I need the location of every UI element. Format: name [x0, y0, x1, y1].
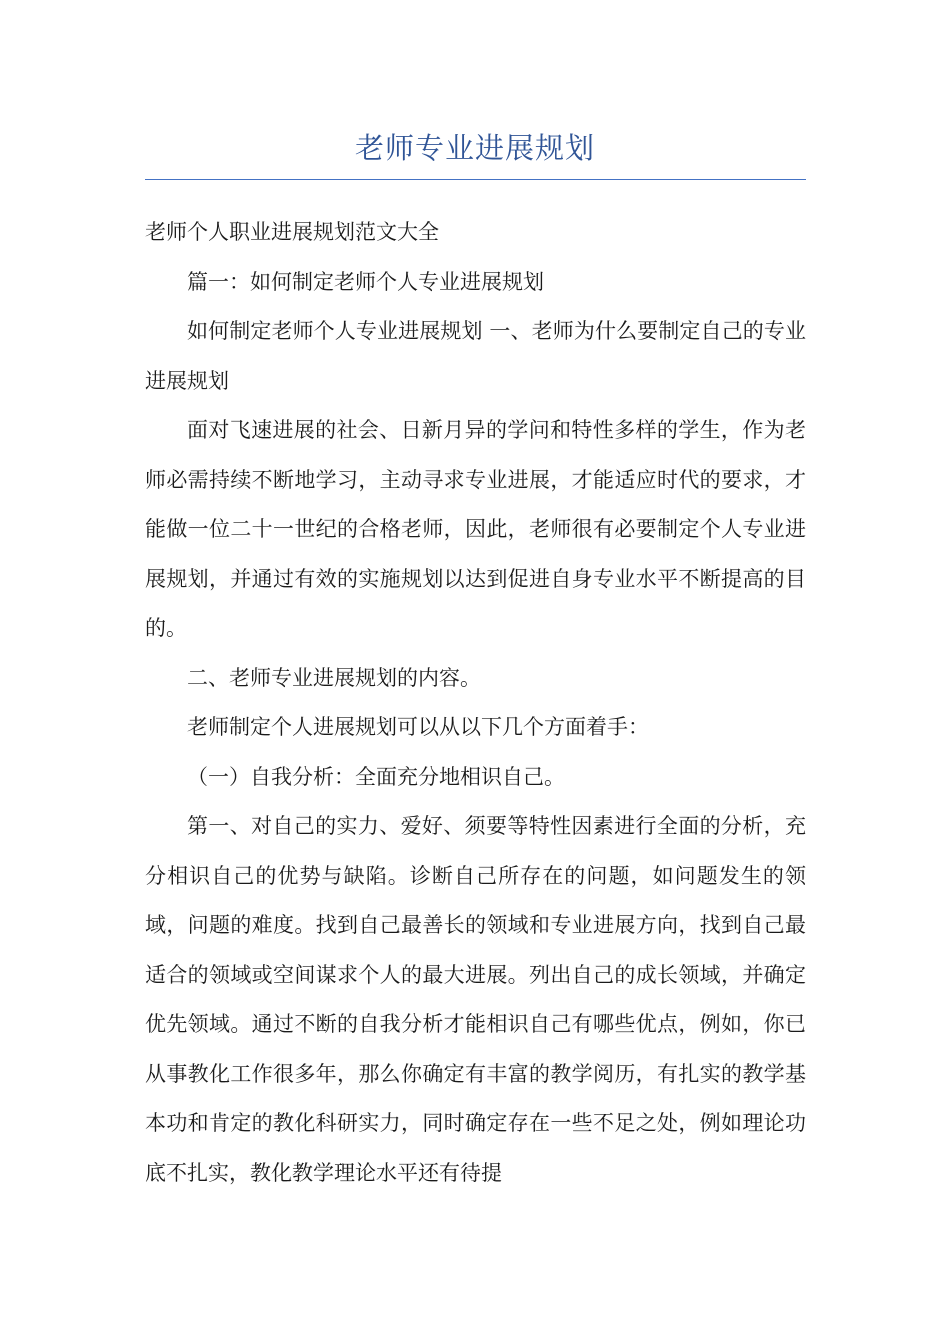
- paragraph-subtitle: 如何制定老师个人专业进展规划 一、老师为什么要制定自己的专业进展规划: [145, 319, 806, 393]
- paragraph-body: 第一、对自己的实力、爱好、须要等特性因素进行全面的分析，充分相识自己的优势与缺陷。诊断自己所存在的问题，如问题发生的领域，问题的难度。找到自己最善长的领域和专业进展方向，找到自己最适合的领域或空间谋求个人的最大进展。列出自己的成长领域，并确定优先领域。通过不断的自我分析才能相识自己有哪些优点，例如，你已从事教化工作很多年，那么你确定有丰富的教学阅历，有扎实的教学基本功和肯定的教化科研实力，同时确定存在一些不足之处，例如理论功底不扎实，教化教学理论水平还有待提: [145, 814, 806, 1185]
- paragraph-body: 老师制定个人进展规划可以从以下几个方面着手：: [187, 715, 649, 739]
- paragraph-section-two: 二、老师专业进展规划的内容。: [187, 665, 481, 690]
- paragraph-section-title: 篇一：如何制定老师个人专业进展规划: [187, 269, 544, 294]
- paragraph-body: 面对飞速进展的社会、日新月异的学问和特性多样的学生，作为老师必需持续不断地学习，主动寻求专业进展，才能适应时代的要求，才能做一位二十一世纪的合格老师，因此，老师很有必要制定个人专业进展规划，并通过有效的实施规划以达到促进自身专业水平不断提高的目的。: [145, 418, 806, 640]
- document-title: 老师专业进展规划: [354, 131, 595, 165]
- paragraph-subsection-one: （一）自我分析：全面充分地相识自己。: [187, 764, 565, 789]
- paragraph-heading: 老师个人职业进展规划范文大全: [145, 220, 439, 244]
- document-body: [145, 208, 806, 1198]
- title-underline: [145, 179, 806, 180]
